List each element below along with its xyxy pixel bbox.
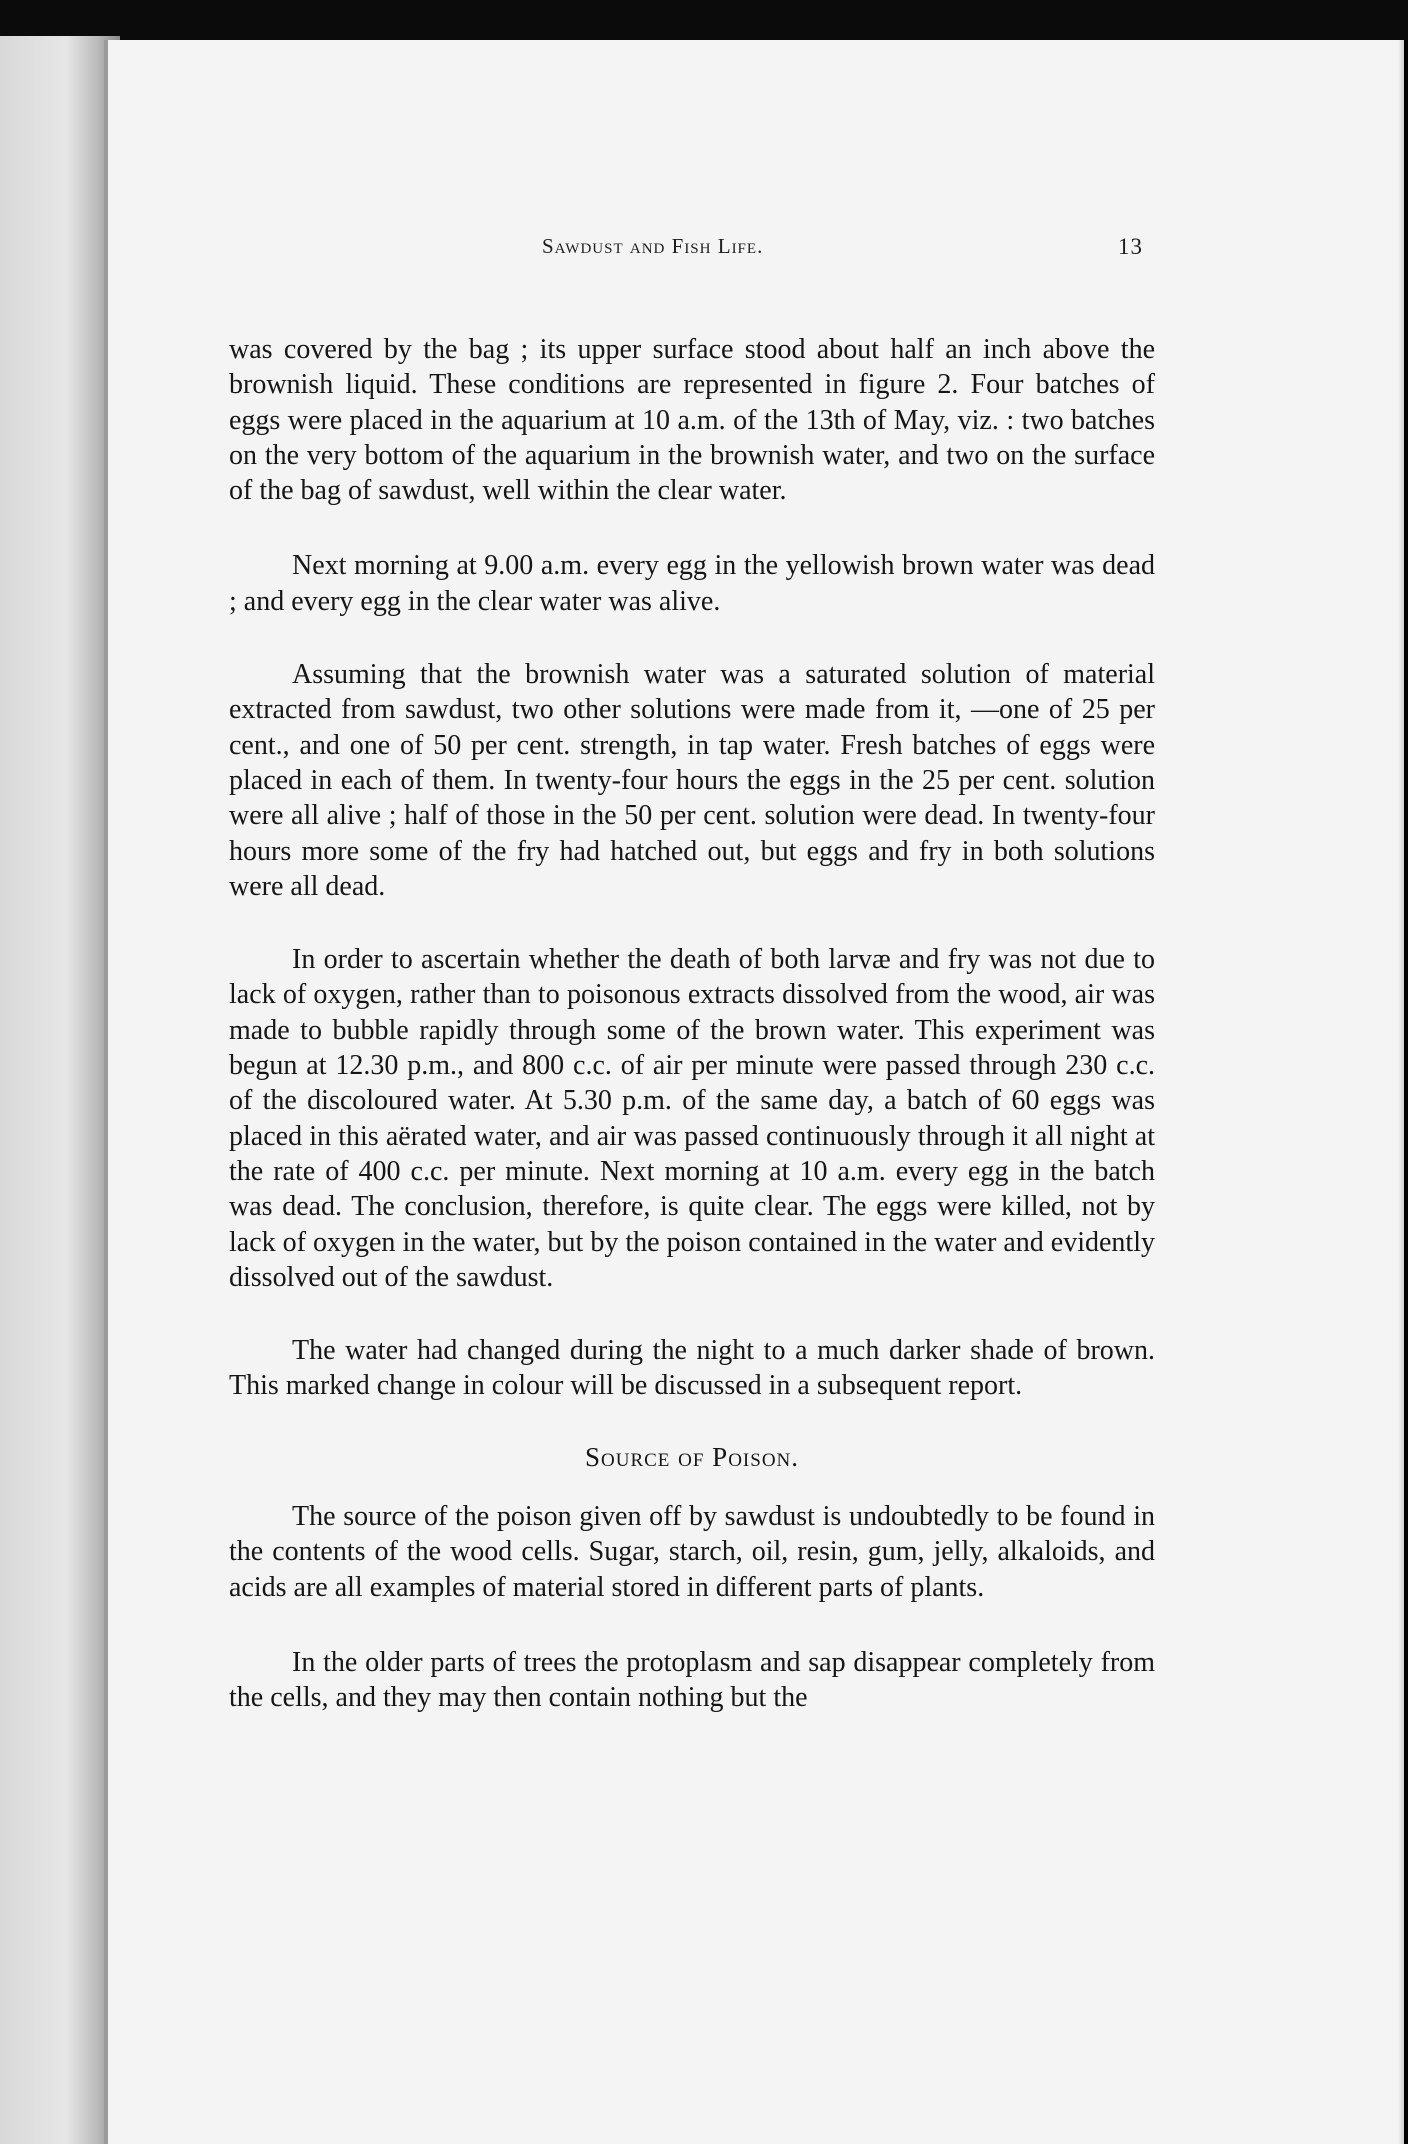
paragraph: The source of the poison given off by sawdust is undoubtedly to be found in the contents of the wood cells. Sugar, starch, oil, resin, gum, jelly, alkaloids, and acids are all examples of material stored in different parts of plants. xyxy=(229,1501,1155,1603)
section-heading: Source of Poison. xyxy=(584,1441,800,1472)
running-head-title: Sawdust and Fish Life. xyxy=(542,234,764,258)
paragraph: Next morning at 9.00 a.m. every egg in the yellowish brown water was dead ; and every egg in the clear water was alive. xyxy=(229,550,1155,617)
page-number: 13 xyxy=(1118,234,1143,259)
paragraph-continuation: was covered by the bag ; its upper surface stood about half an inch above the brownish liquid. These conditions are represented in figure 2. Four batches of eggs were placed in the aquarium at 10 a.m. of the 13th of May, viz. : two batches on the very bottom of the aquarium in the brownish water, and two on the surface of the bag of sawdust, well within the clear water. xyxy=(229,334,1155,507)
facing-page-edge xyxy=(0,36,120,2144)
paragraph: In the older parts of trees the protoplasm and sap disappear completely from the cells, and they may then contain nothing but the xyxy=(229,1646,1155,1714)
paragraph: The water had changed during the night to a much darker shade of brown. This marked change in colour will be discussed in a subsequent report. xyxy=(229,1335,1155,1402)
paragraph: Assuming that the brownish water was a saturated solution of material extracted from sawdust, two other solutions were made from it, —one of 25 per cent., and one of 50 per cent. strength, in tap water. Fresh batches of eggs were placed in each of them. In twenty-four hours the eggs in the 25 per cent. solution were all alive ; half of those in the 50 per cent. solution were dead. In twenty-four hours more some of the fry had hatched out, but eggs and fry in both solutions were all dead. xyxy=(229,659,1155,902)
page-right-edge xyxy=(1398,40,1404,2144)
scan-top-border xyxy=(0,0,1408,40)
paragraph: In order to ascertain whether the death of both larvæ and fry was not due to lack of oxygen, rather than to poisonous extracts dissolved from the wood, air was made to bubble rapidly through some of the brown water. This experiment was begun at 12.30 p.m., and 800 c.c. of air per minute were passed through 230 c.c. of the discoloured water. At 5.30 p.m. of the same day, a batch of 60 eggs was placed in this aërated water, and air was passed continuously through it all night at the rate of 400 c.c. per minute. Next morning at 10 a.m. every egg in the batch was dead. The conclusion, therefore, is quite clear. The eggs were killed, not by lack of oxygen in the water, but by the poison contained in the water and evidently dissolved out of the sawdust. xyxy=(229,944,1155,1293)
page-body xyxy=(229,332,1155,1716)
